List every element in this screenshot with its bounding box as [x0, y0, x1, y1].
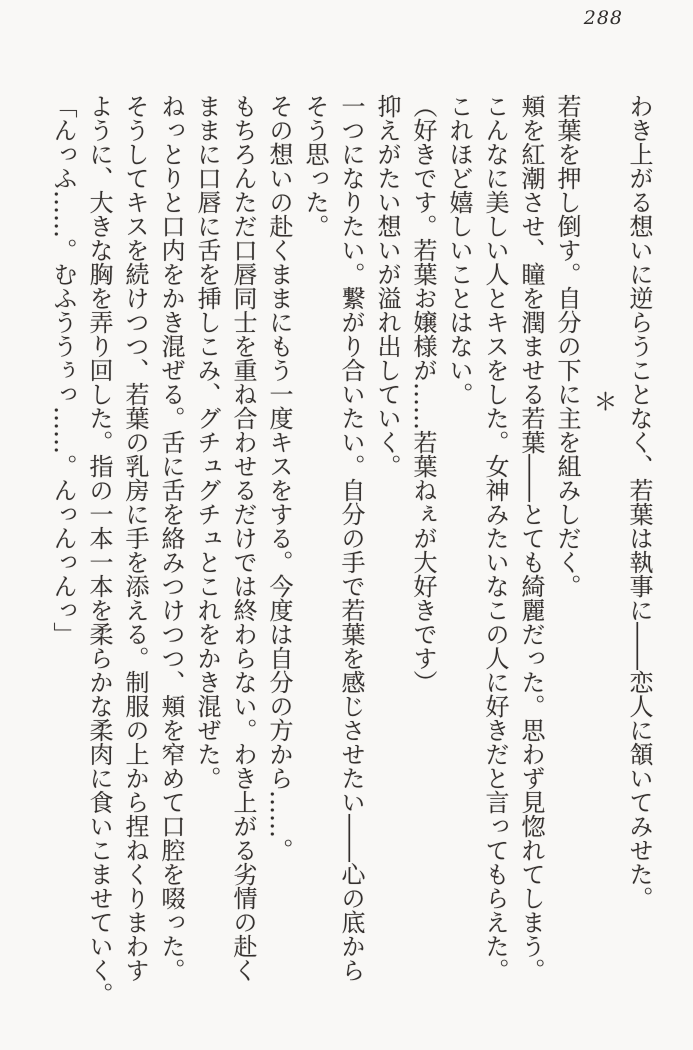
text-line-12: ままに口唇に舌を挿しこみ、グチュグチュとこれをかき混ぜた。	[193, 94, 221, 790]
text-line-4: こんなに美しい人とキスをした。女神みたいなこの人に好きだと言ってもらえた。	[481, 94, 509, 982]
text-line-16: 「んっふ……。むふううぅっ……。んっんっんっ」	[49, 94, 77, 646]
text-line-2: 若葉を押し倒す。自分の下に主を組みしだく。	[553, 94, 581, 598]
text-line-10: その想いの赴くままにもう一度キスをする。今度は自分の方から……。	[265, 94, 293, 862]
text-line-11: もちろんただ口唇同士を重ね合わせるだけでは終わらない。わき上がる劣情の赴く	[229, 94, 257, 982]
text-line-6: （好きです。若葉お嬢様が……若葉ねぇが大好きです）	[409, 94, 437, 694]
text-line-3: 頬を紅潮させ、瞳を潤ませる若葉――とても綺麗だった。思わず見惚れてしまう。	[517, 94, 545, 982]
vertical-text-block	[45, 94, 657, 1014]
text-line-7: 抑えがたい想いが溢れ出していく。	[373, 94, 401, 478]
text-line-5: これほど嬉しいことはない。	[445, 94, 473, 406]
text-line-14: そうしてキスを続けつつ、若葉の乳房に手を添える。制服の上から捏ねくりまわす	[121, 94, 149, 982]
text-line-9: そう思った。	[301, 94, 329, 238]
text-line-15: ように、大きな胸を弄り回した。指の一本一本を柔らかな柔肉に食いこませていく。	[85, 94, 113, 1006]
text-line-13: ねっとりと口内をかき混ぜる。舌に舌を絡みつけつつ、頬を窄めて口腔を啜った。	[157, 94, 185, 982]
text-line-1: わき上がる想いに逆らうことなく、若葉は執事に――恋人に頷いてみせた。	[625, 94, 653, 910]
text-line-8: 一つになりたい。繋がり合いたい。自分の手で若葉を感じさせたい――心の底から	[337, 94, 365, 982]
section-divider-asterisk: ＊	[589, 389, 617, 413]
page-number: 288	[583, 7, 623, 29]
